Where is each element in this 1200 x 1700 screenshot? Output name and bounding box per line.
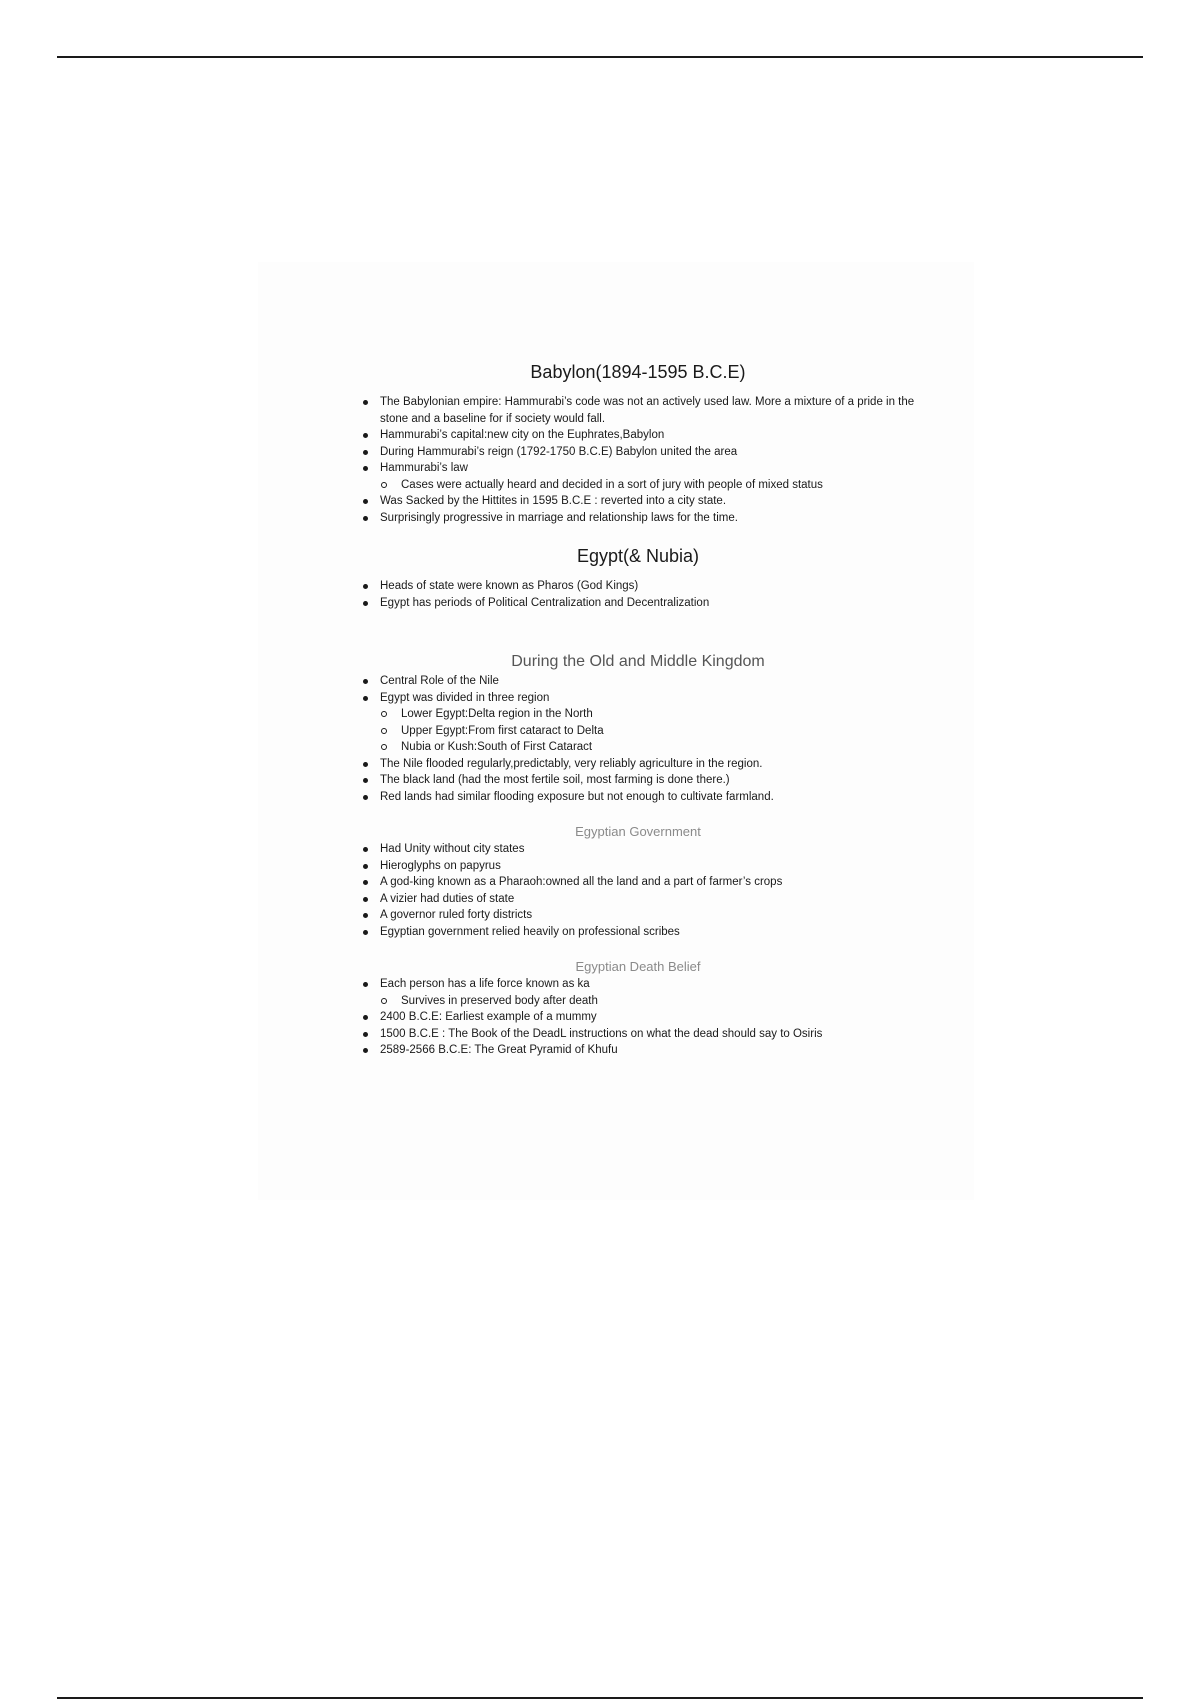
- list-item: Survives in preserved body after death: [401, 993, 918, 1010]
- list-item: Was Sacked by the Hittites in 1595 B.C.E : reverted into a city state.: [380, 493, 918, 510]
- list-item: The Babylonian empire: Hammurabi’s code was not an actively used law. More a mixture of a pride in the stone and a baseline for if society would fall.: [380, 394, 918, 427]
- list-item: Egypt has periods of Political Centralization and Decentralization: [380, 595, 918, 612]
- regions-sublist: [358, 706, 918, 756]
- list-item: Hieroglyphs on papyrus: [380, 858, 918, 875]
- list-item: Lower Egypt:Delta region in the North: [401, 706, 918, 723]
- list-item: 2589-2566 B.C.E: The Great Pyramid of Khufu: [380, 1042, 918, 1059]
- list-item: A vizier had duties of state: [380, 891, 918, 908]
- government-heading: Egyptian Government: [575, 824, 701, 839]
- kingdom-list-continued: [358, 756, 918, 806]
- list-item: The black land (had the most fertile soil, most farming is done there.): [380, 772, 918, 789]
- list-item: 2400 B.C.E: Earliest example of a mummy: [380, 1009, 918, 1026]
- government-list: [358, 841, 918, 940]
- egypt-heading: Egypt(& Nubia): [576, 546, 700, 566]
- document-content: [358, 360, 918, 1059]
- bottom-rule: [57, 1697, 1143, 1699]
- list-item: 1500 B.C.E : The Book of the DeadL instructions on what the dead should say to Osiris: [380, 1026, 918, 1043]
- list-item: During Hammurabi’s reign (1792-1750 B.C.E) Babylon united the area: [380, 444, 918, 461]
- list-item: Hammurabi’s capital:new city on the Euphrates,Babylon: [380, 427, 918, 444]
- list-item: Nubia or Kush:South of First Cataract: [401, 739, 918, 756]
- kingdom-list: [358, 673, 918, 706]
- list-item: Egyptian government relied heavily on professional scribes: [380, 924, 918, 941]
- list-item: Upper Egypt:From first cataract to Delta: [401, 723, 918, 740]
- death-belief-list-continued: [358, 1009, 918, 1059]
- babylon-heading: Babylon(1894-1595 B.C.E): [530, 362, 746, 382]
- list-item: A governor ruled forty districts: [380, 907, 918, 924]
- ka-sublist: [358, 993, 918, 1010]
- death-belief-list: [358, 976, 918, 993]
- list-item: Heads of state were known as Pharos (God Kings): [380, 578, 918, 595]
- list-item: Hammurabi’s law: [380, 460, 918, 477]
- list-item: The Nile flooded regularly,predictably, very reliably agriculture in the region.: [380, 756, 918, 773]
- list-item: Red lands had similar flooding exposure but not enough to cultivate farmland.: [380, 789, 918, 806]
- list-item: Cases were actually heard and decided in a sort of jury with people of mixed status: [401, 477, 918, 494]
- list-item: A god-king known as a Pharaoh:owned all the land and a part of farmer’s crops: [380, 874, 918, 891]
- babylon-list-continued: [358, 493, 918, 526]
- list-item: Surprisingly progressive in marriage and relationship laws for the time.: [380, 510, 918, 527]
- egypt-list: [358, 578, 918, 611]
- babylon-list: [358, 394, 918, 477]
- top-rule: [57, 56, 1143, 58]
- hammurabi-law-sublist: [358, 477, 918, 494]
- list-item: Egypt was divided in three region: [380, 690, 918, 707]
- list-item: Each person has a life force known as ka: [380, 976, 918, 993]
- death-belief-heading: Egyptian Death Belief: [575, 959, 701, 974]
- list-item: Had Unity without city states: [380, 841, 918, 858]
- kingdom-heading: During the Old and Middle Kingdom: [511, 653, 765, 670]
- list-item: Central Role of the Nile: [380, 673, 918, 690]
